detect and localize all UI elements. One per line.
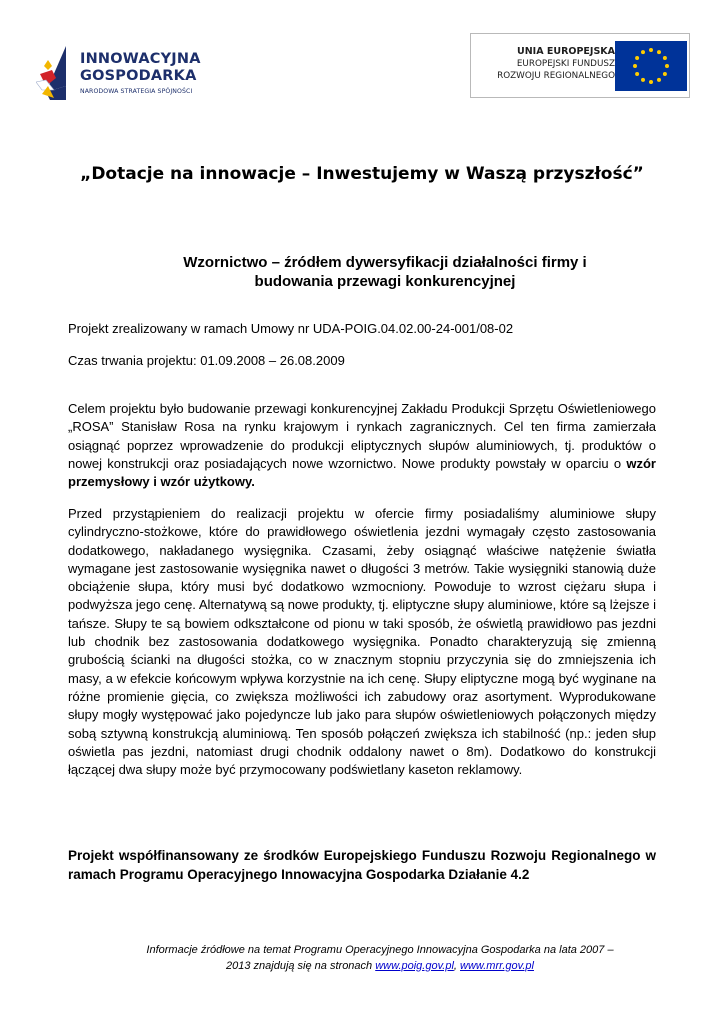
paragraph-goal [68, 400, 656, 491]
eu-logo [470, 33, 690, 98]
paragraph-goal-bold: wzór przemysłowy i wzór użytkowy. [68, 455, 656, 490]
mrr-link[interactable]: www.mrr.gov.pl [460, 959, 534, 972]
source-note-line1: Informacje źródłowe na temat Programu Operacyjnego Innowacyjna Gospodarka na lata 2007 – [146, 944, 614, 956]
paragraph-description: Przed przystąpieniem do realizacji projektu w ofercie firmy posiadaliśmy aluminiowe słupy cylindryczno-stożkowe, które do prawidłowego oświetlenia jezdni wymagały często zastosowania dodatkowego, nakładanego wysięgnika. Czasami, żeby osiągnąć właściwe natężenie światła wymagane jest zastosowanie wysięgnika nawet o długości 3 metrów. Takie wysięgniki stanowią duże obciążenie słupa, który musi być dodatkowo wzmocniony. Powoduje to wzrost ciężaru słupa i podwyższa jego cenę. Alternatywą są nowe produkty, tj. eliptyczne słupy aluminiowe, które są lżejsze i tańsze. Słupy te są bowiem odkształcone od pionu w taki sposób, że oświetlą prawidłowo pas jezdni lub chodnik bez zastosowania dodatkowego wysięgnika. Ponadto charakteryzują się zmienną grubością ścianki na długości stożka, co w znacznym stopniu przyczynia się do zmniejszenia ich masy, a w efekcie końcowym wpływa korzystnie na ich cenę. Słupy eliptyczne mogą być wyginane na różne promienie gięcia, co zwiększa możliwości ich zabudowy oraz asortyment. Wyprodukowane słupy mogły występować jako pojedyncze lub jako para słupów oświetleniowych połączonych między sobą sztywną konstrukcją aluminiową. Ten sposób połączeń zwiększa ich stabilność (np.: jeden słup oświetla pas jezdni, natomiast drugi chodnik oddalony nawet o 8m). Dodatkowo do konstrukcji łączącej dwa słupy może być przymocowany podświetlany kaseton reklamowy. [68, 506, 656, 778]
innowacyjna-gospodarka-logo [36, 46, 216, 102]
eu-logo-line2: EUROPEJSKI FUNDUSZ [516, 59, 615, 69]
eu-logo-line1: UNIA EUROPEJSKA [517, 46, 615, 57]
page-title: „Dotacje na innowacje – Inwestujemy w Waszą przyszłość” [80, 164, 644, 184]
source-note-prefix: 2013 znajdują się na stronach [226, 959, 376, 972]
source-note-line2 [110, 959, 650, 975]
subtitle-line2: budowania przewagi konkurencyjnej [254, 273, 516, 290]
source-note [110, 943, 650, 974]
eu-flag-icon [615, 41, 687, 91]
logo-left-line3: NARODOWA STRATEGIA SPÓJNOŚCI [80, 88, 193, 95]
eu-logo-line3: ROZWOJU REGIONALNEGO [497, 71, 615, 81]
logo-left-line2: GOSPODARKA [80, 68, 197, 84]
project-agreement-line: Projekt zrealizowany w ramach Umowy nr UDA-POIG.04.02.00-24-001/08-02 [68, 321, 514, 336]
innowacyjna-gospodarka-emblem-icon [36, 46, 74, 100]
cofinancing-statement: Projekt współfinansowany ze środków Europejskiego Funduszu Rozwoju Regionalnego w ramach Programu Operacyjnego Innowacyjna Gospodarka Działanie 4.2 [68, 848, 656, 882]
subtitle-line1: Wzornictwo – źródłem dywersyfikacji działalności firmy i [183, 254, 587, 271]
subtitle [110, 253, 660, 291]
poig-link[interactable]: www.poig.gov.pl [375, 959, 454, 972]
source-note-separator: , [453, 959, 461, 972]
paragraph-goal-text: Celem projektu było budowanie przewagi konkurencyjnej Zakładu Produkcji Sprzętu Oświetleniowego „ROSA” Stanisław Rosa na rynku krajowym i rynkach zagranicznych. Cel ten firma zamierzała osiągnąć poprzez wprowadzenie do produkcji eliptycznych słupów aluminiowych, tj. produktów o nowej konstrukcji oraz posiadających nowe wzornictwo. Nowe produkty powstały w oparciu o [68, 401, 656, 471]
project-duration-line: Czas trwania projektu: 01.09.2008 – 26.08.2009 [68, 353, 345, 368]
logo-left-line1: INNOWACYJNA [80, 51, 201, 67]
